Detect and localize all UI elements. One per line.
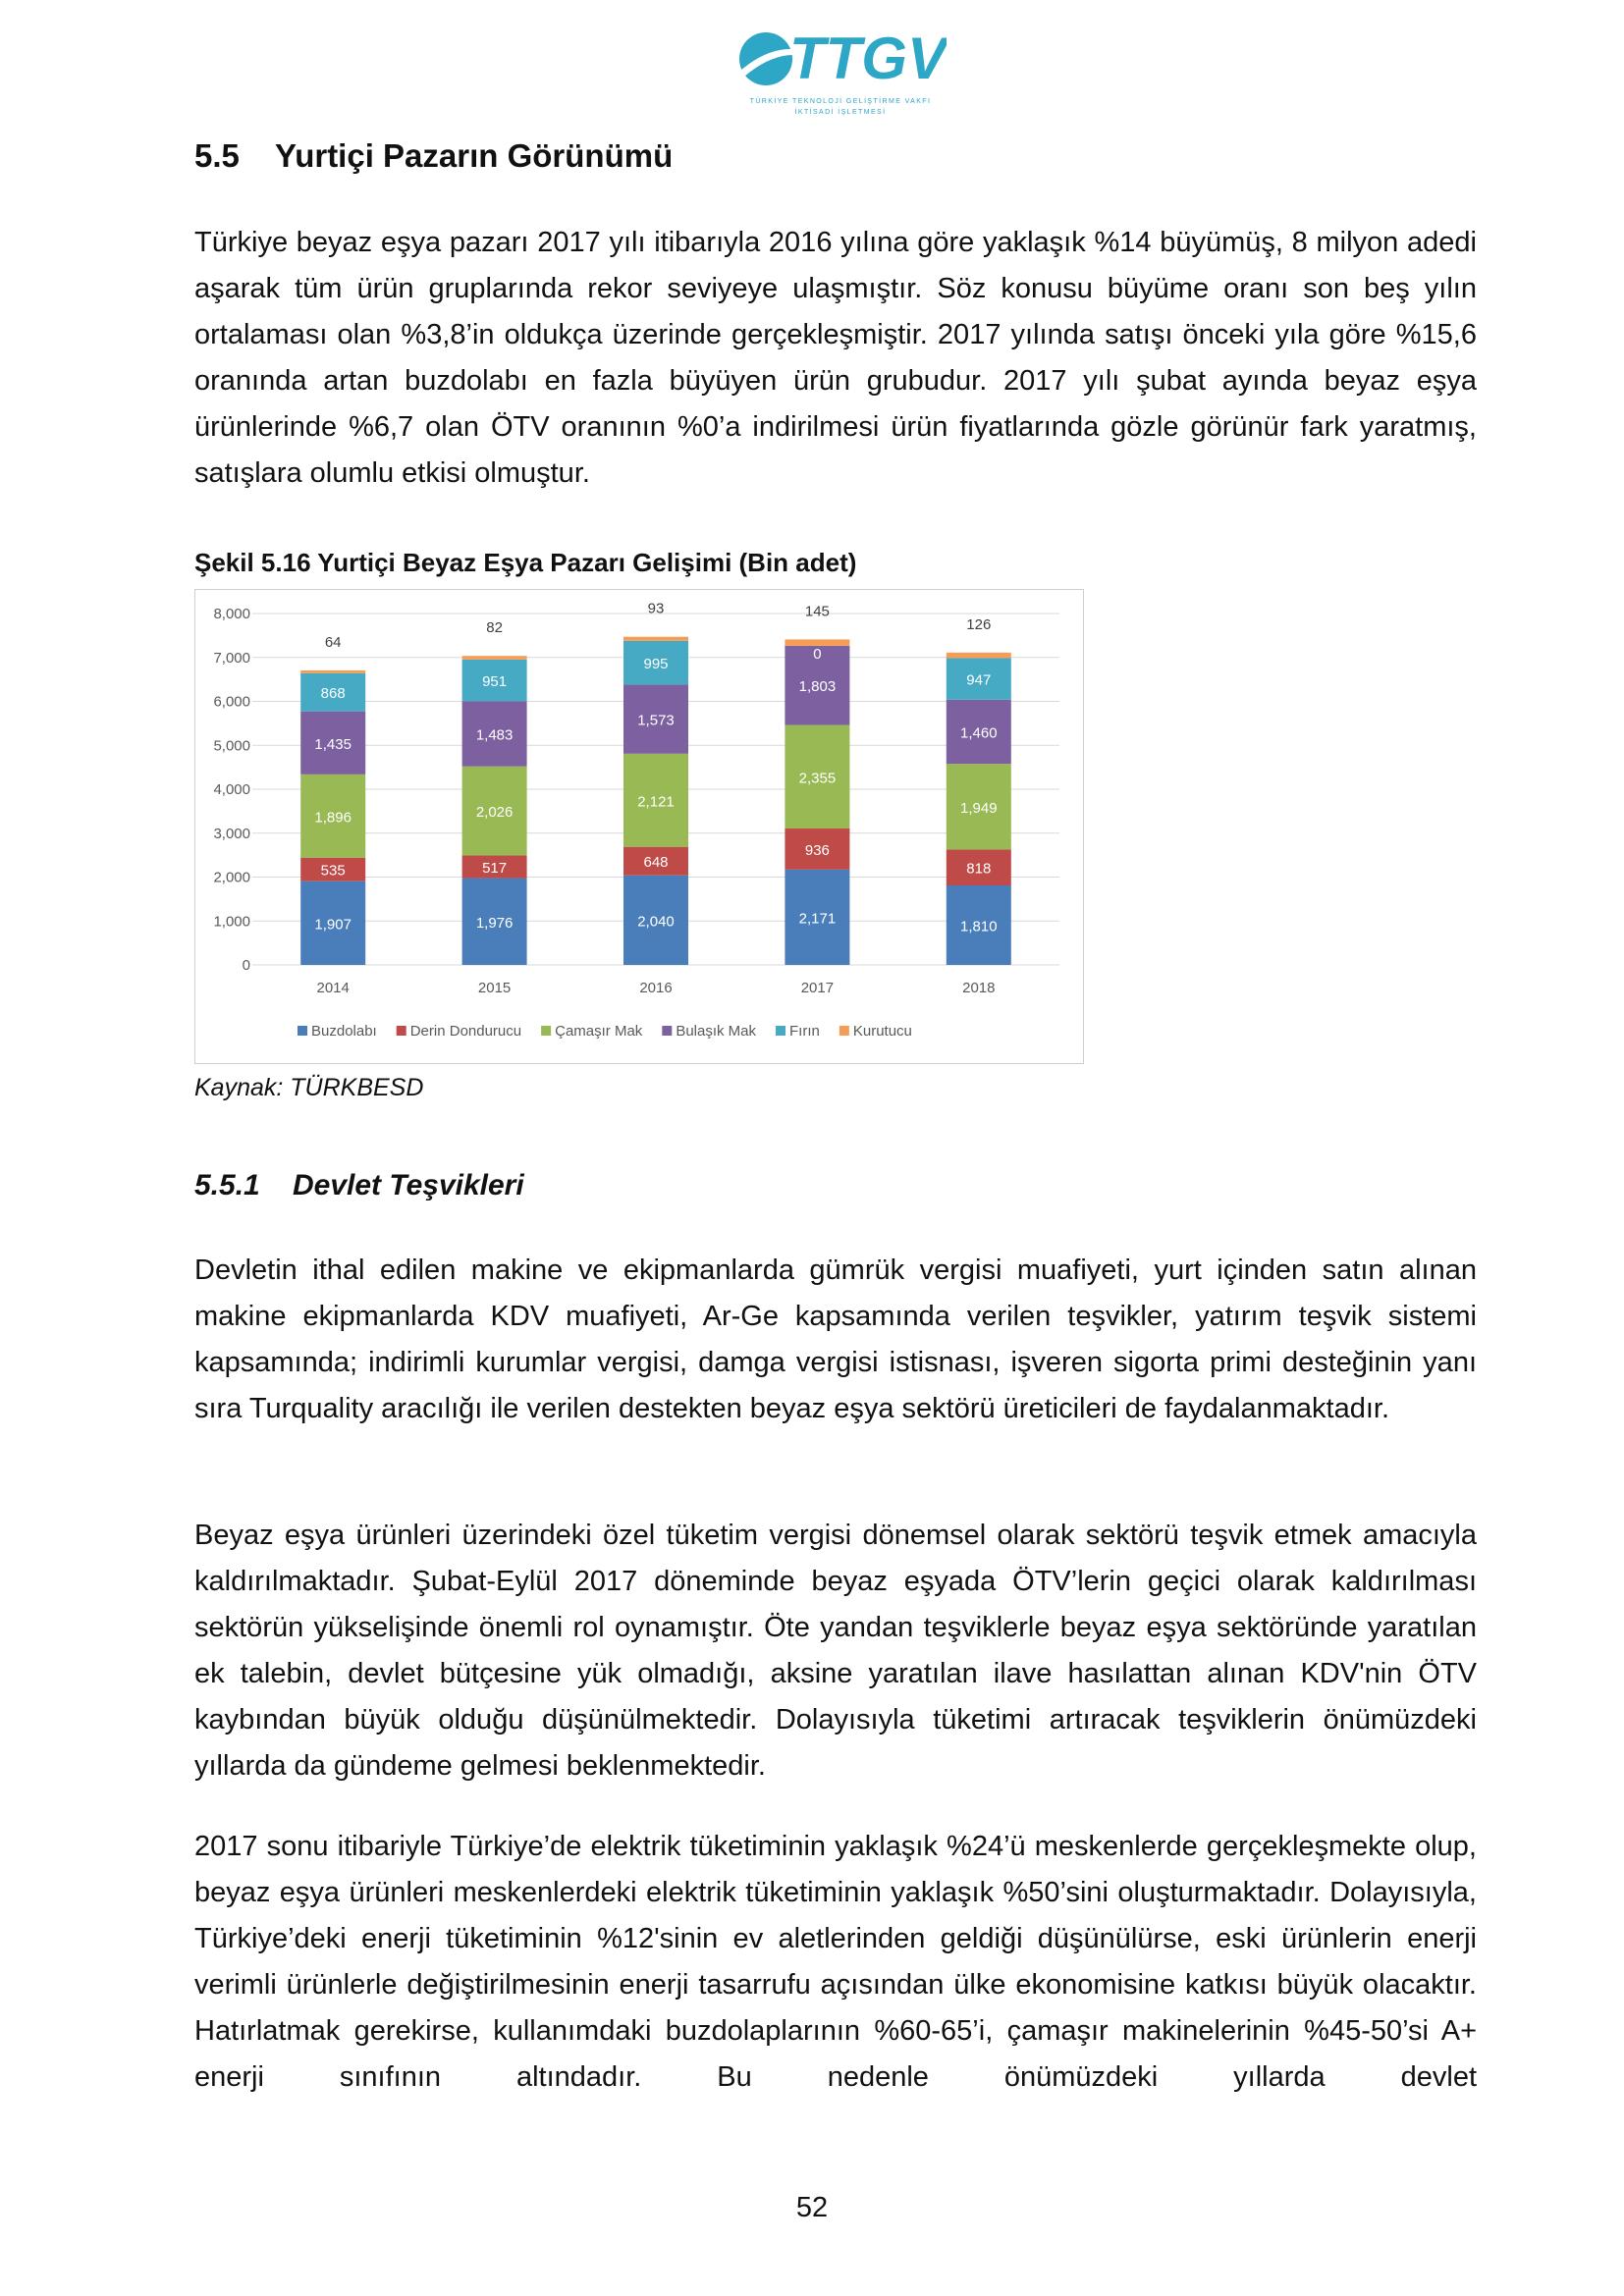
x-tick-label: 2018 <box>962 980 996 996</box>
x-tick-label: 2014 <box>316 980 350 996</box>
y-tick-label: 2,000 <box>213 869 250 886</box>
legend-swatch <box>662 1026 672 1036</box>
subsection-paragraph-1: Devletin ithal edilen makine ve ekipmanlarda gümrük vergisi muafiyeti, yurt içinden satın alınan makine ekipmanlarda KDV muafiyeti, Ar-Ge kapsamında verilen teşvikler, yatırım teşvik sistemi kapsamında; indirimli kurumlar vergisi, damga vergisi istisnası, işveren sigorta primi desteğinin yanı sıra Turquality aracılığı ile verilen destekten beyaz eşya sektörü üreticileri de faydalanmaktadır. <box>194 1255 1477 1424</box>
legend-label: Buzdolabı <box>311 1023 377 1040</box>
legend-label: Derin Dondurucu <box>409 1023 522 1040</box>
data-label: 145 <box>804 603 830 620</box>
y-tick-label: 5,000 <box>213 737 250 755</box>
data-label: 947 <box>966 671 992 689</box>
subsection-paragraph-2: Beyaz eşya ürünleri üzerindeki özel tüketim vergisi dönemsel olarak sektörü teşvik etmek amacıyla kaldırılmaktadır. Şubat-Eylül 2017 döneminde beyaz eşyada ÖTV’lerin geçici olarak kaldırılması sektörün yükselişinde önemli rol oynamıştır. Öte yandan teşviklerle beyaz eşya sektöründe yaratılan ek talebin, devlet bütçesine yük olmadığı, aksine yaratılan ilave hasılattan alınan KDV'nin ÖTV kaybından büyük olduğu düşünülmektedir. Dolayısıyla tüketimi artıracak teşviklerin önümüzdeki yıllarda da gündeme gelmesi beklenmektedir. <box>194 1520 1477 1782</box>
y-tick-label: 6,000 <box>213 693 250 711</box>
data-label: 126 <box>966 615 992 633</box>
y-tick-label: 1,000 <box>213 913 250 931</box>
data-label: 1,810 <box>960 918 998 935</box>
data-label: 1,803 <box>798 678 837 696</box>
subsection-paragraph-3: 2017 sonu itibariyle Türkiye’de elektrik tüketiminin yaklaşık %24’ü meskenlerde gerçekleşmekte olup, beyaz eşya ürünleri meskenlerdeki elektrik tüketiminin yaklaşık %50’sini oluşturmaktadır. Dolayısıyla, Türkiye’deki enerji tüketiminin %12'sinin ev aletlerinden geldiği düşünülürse, eski ürünlerin enerji verimli ürünlerle değiştirilmesinin enerji tasarrufu açısından ülke ekonomisine katkısı büyük olacaktır. Hatırlatmak gerekirse, kullanımdaki buzdolaplarının %60-65’i, çamaşır makinelerinin %45-50’si A+ enerji sınıfının altındadır. Bu nedenle önümüzdeki yıllarda devlet <box>194 1831 1477 2093</box>
x-tick-label: 2016 <box>639 980 673 996</box>
legend-swatch <box>397 1026 406 1036</box>
bar-segment <box>623 637 688 641</box>
x-tick-label: 2015 <box>477 980 512 996</box>
legend-label: Kurutucu <box>852 1023 912 1040</box>
data-label: 1,573 <box>637 712 675 729</box>
data-label: 936 <box>804 841 830 859</box>
x-tick-label: 2017 <box>800 980 835 996</box>
data-label: 1,460 <box>960 724 998 742</box>
stacked-bar-chart <box>195 590 1082 1062</box>
y-tick-label: 7,000 <box>213 649 250 667</box>
bar-segment <box>462 656 527 660</box>
data-label: 868 <box>320 685 346 703</box>
market-chart <box>194 589 1084 1064</box>
data-label: 995 <box>643 656 669 673</box>
legend-label: Fırın <box>789 1023 820 1040</box>
page-number: 52 <box>795 2192 829 2223</box>
data-label: 2,040 <box>637 913 675 931</box>
data-label: 0 <box>813 645 822 663</box>
legend-swatch <box>839 1026 849 1036</box>
data-label: 1,483 <box>475 726 514 744</box>
data-label: 1,435 <box>314 735 352 753</box>
data-label: 2,355 <box>798 770 837 787</box>
data-label: 517 <box>482 860 508 878</box>
subsection-number: 5.5.1 <box>194 1169 260 1201</box>
data-label: 1,976 <box>475 914 514 932</box>
y-tick-label: 8,000 <box>213 606 250 622</box>
section-heading <box>194 137 673 175</box>
subsection-heading <box>194 1169 524 1202</box>
data-label: 2,121 <box>637 793 675 811</box>
data-label: 535 <box>320 862 346 880</box>
logo-subtitle-2: İKTİSADİ İŞLETMESİ <box>794 109 887 116</box>
bar-segment <box>300 670 365 673</box>
y-tick-label: 0 <box>242 957 250 974</box>
legend-label: Çamaşır Mak <box>555 1023 643 1040</box>
ttgv-logo-mark <box>734 18 947 96</box>
figure-source: Kaynak: TÜRKBESD <box>194 1074 424 1101</box>
data-label: 818 <box>966 860 992 878</box>
section-number: 5.5 <box>194 137 240 174</box>
data-label: 951 <box>482 673 508 691</box>
section-title: Yurtiçi Pazarın Görünümü <box>275 137 674 174</box>
data-label: 2,171 <box>798 910 837 928</box>
legend-label: Bulaşık Mak <box>676 1023 757 1040</box>
section-paragraph: Türkiye beyaz eşya pazarı 2017 yılı itibarıyla 2016 yılına göre yaklaşık %14 büyümüş, 8 milyon adedi aşarak tüm ürün gruplarında rekor seviyeye ulaşmıştır. Söz konusu büyüme oranı son beş yılın ortalaması olan %3,8’in oldukça üzerinde gerçekleşmiştir. 2017 yılında satışı önceki yıla göre %15,6 oranında artan buzdolabı en fazla büyüyen ürün grubudur. 2017 yılı şubat ayında beyaz eşya ürünlerinde %6,7 olan ÖTV oranının %0’a indirilmesi ürün fiyatlarında gözle görünür fark yaratmış, satışlara olumlu etkisi olmuştur. <box>194 227 1477 489</box>
y-tick-label: 3,000 <box>213 825 250 842</box>
subsection-title: Devlet Teşvikleri <box>293 1169 524 1201</box>
data-label: 648 <box>643 854 669 872</box>
figure-caption: Şekil 5.16 Yurtiçi Beyaz Eşya Pazarı Gelişimi (Bin adet) <box>194 548 857 577</box>
data-label: 2,026 <box>475 804 514 822</box>
ttgv-logo <box>734 18 947 120</box>
data-label: 82 <box>486 619 503 637</box>
data-label: 1,896 <box>314 809 352 827</box>
data-label: 64 <box>324 633 342 651</box>
legend-swatch <box>298 1026 307 1036</box>
y-tick-label: 4,000 <box>213 781 250 798</box>
data-label: 1,907 <box>314 916 352 934</box>
data-label: 93 <box>647 600 665 617</box>
logo-wordmark: TTGV <box>789 26 947 91</box>
legend-swatch <box>776 1026 785 1036</box>
data-label: 1,949 <box>960 799 998 817</box>
logo-subtitle-1: TÜRKİYE TEKNOLOJİ GELİŞTİRME VAKFI <box>749 98 932 105</box>
bar-segment <box>947 653 1011 659</box>
legend-swatch <box>541 1026 551 1036</box>
